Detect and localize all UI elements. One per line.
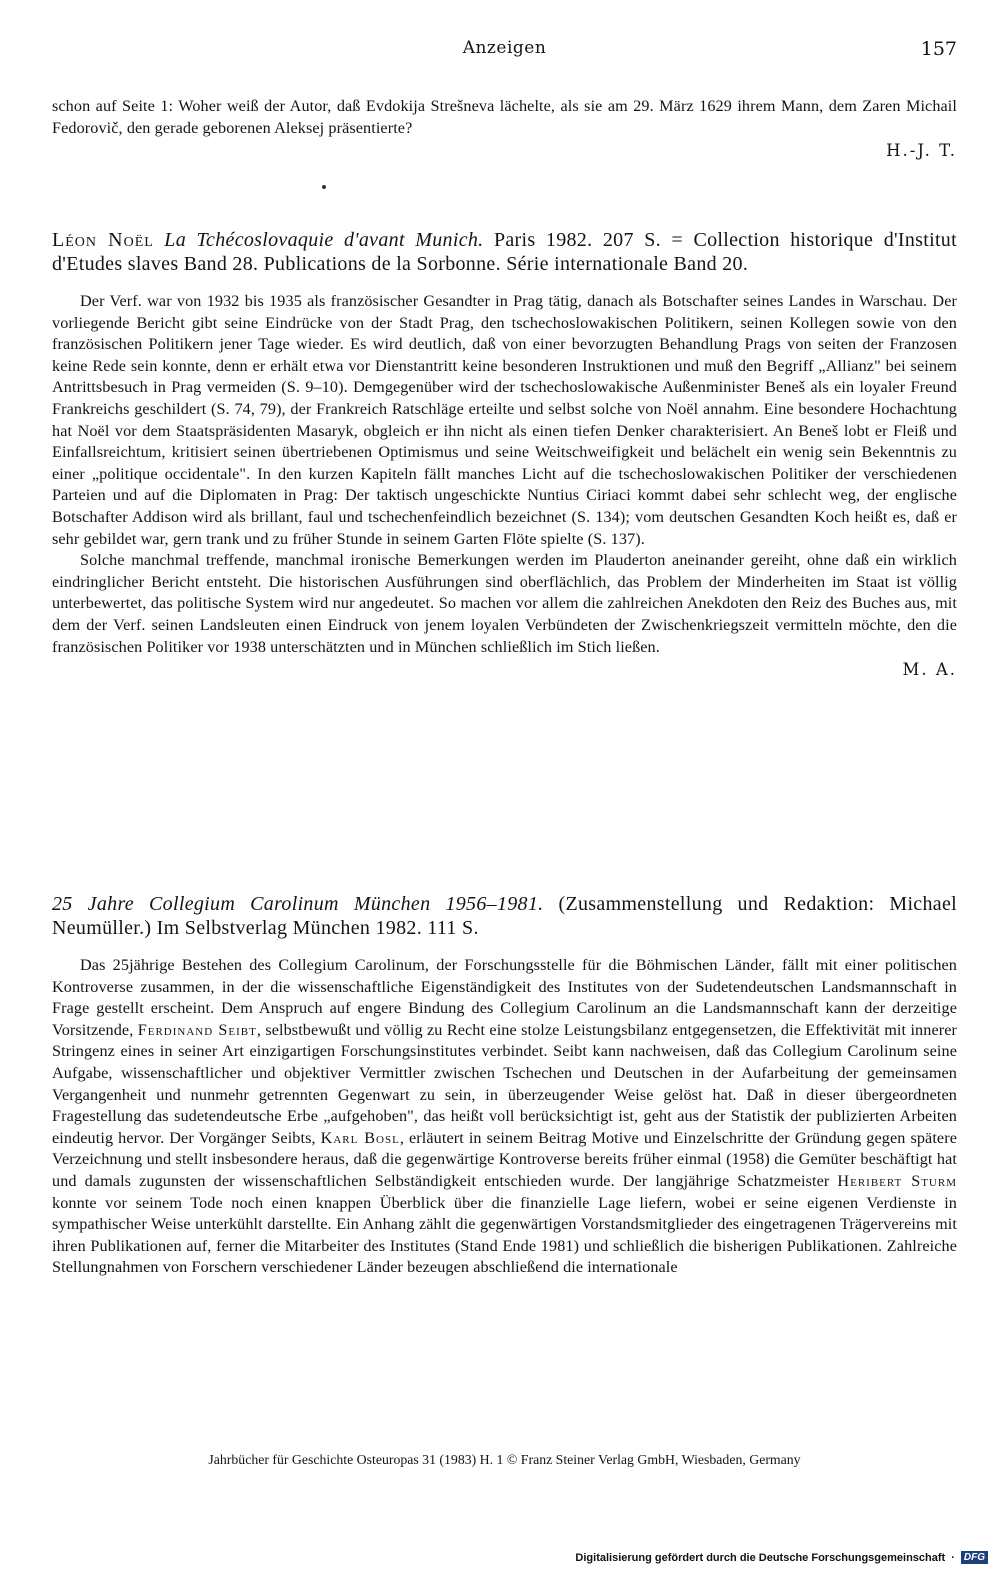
book-title: La Tchécoslovaquie d'avant Munich. [164,229,484,251]
page-number: 157 [920,38,957,60]
person-name: Karl Bosl [320,1128,400,1147]
book-title: 25 Jahre Collegium Carolinum München 1956–1981. [52,893,544,915]
text-segment: , selbstbewußt und völlig zu Recht eine stolze Leistungsbilanz entgegensetzen, die Effektivität mit innerer Stringenz eines in seiner Art einzigartigen Forschungsinstitutes verbindet. Seibt kann nachweisen, daß das Collegium Carolinum seine Aufgabe, wissenschaftlicher und objektiver Vermittler zwischen Tschechen und Deutschen in der Aufarbeitung der gemeinsamen Vergangenheit und nunmehr getrennten Gegenwart zu sein, in überzeugender Weise gelöst hat. Daß in dieser übergeordneten Fragestellung das sudetendeutsche Erbe „aufgehoben", das heißt voll berücksichtigt ist, geht aus der Statistik der publizierten Arbeiten eindeutig hervor. Der Vorgänger Seibts, [52,1020,957,1147]
person-name: Heribert Sturm [837,1171,957,1190]
review-noel-paragraph-2: Solche manchmal treffende, manchmal ironische Bemerkungen werden im Plauderton aneinander gereiht, ohne daß ein wirklich eindringlicher Bericht entsteht. Die historischen Ausführungen sind oberflächlich, das Problem der Minderheiten im Staat ist völlig unterbewertet, das politische System wird nur angedeutet. So machen vor allem die zahlreichen Anekdoten den Reiz des Buches aus, mit dem der Verf. seinen Landsleuten einen Eindruck von jenem loyalen Verbündeten der Zwischenkriegszeit vermitteln möchte, den die französischen Politiker vor 1938 unterschätzten und in München schließlich im Stich ließen. [52,551,957,656]
review-noel-paragraph-1: Der Verf. war von 1932 bis 1935 als französischer Gesandter in Prag tätig, danach als Botschafter seines Landes in Warschau. Der vorliegende Bericht gibt seine Eindrücke von der Stadt Prag, den tschechoslowakischen Politikern, seinen Kollegen sowie von den französischen Politikern jener Tage wieder. Es wird deutlich, daß von einer bevorzugten Behandlung Prags von seiten der Franzosen keine Rede sein konnte, denn er erhält etwa vor Dienstantritt keine besonderen Instruktionen und muß den Begriff „Allianz" bei seinem Antrittsbesuch in Prag vermeiden (S. 9–10). Demgegenüber wird der tschechoslowakische Außenminister Beneš als ein loyaler Freund Frankreichs geschildert (S. 74, 79), der Frankreich Ratschläge erteilte und selbst solche von Noël annahm. Eine besondere Hochachtung hat Noël vor dem Staatspräsidenten Masaryk, obgleich er ihn nicht als einen tiefen Denker charakterisiert. An Beneš lobt er Fleiß und Einfallsreichtum, kritisiert seinen übertriebenen Optimismus und seine Weitschweifigkeit und belächelt ein wenig sein Bekenntnis zu einer „politique occidentale". In den kurzen Kapiteln fällt manches Licht auf die tschechoslowakischen Politiker der verschiedenen Parteien und auf die Diplomaten in Prag: Der taktisch ungeschickte Nuntius Ciriaci kommt dabei sehr schlecht weg, der englische Botschafter Addison wird als brillant, faul und tschechenfeindlich bezeichnet (S. 134); vom deutschen Gesandten Koch heißt es, daß er sehr gebildet war, gern trank und zu früher Stunde in seinem Garten Flöte spielte (S. 137). [52,292,957,548]
review-noel-heading [52,228,957,276]
digitization-text: Digitalisierung gefördert durch die Deutsche Forschungsgemeinschaft [575,1551,946,1564]
text-segment: konnte vor seinem Tode noch einen knappen Überblick über die finanzielle Lage liefern, wobei er seine eigenen Verdienste in sympathischer Weise unterkühlt darstellte. Ein Anhang zählt die gegenwärtigen Vorstandsmitglieder des eingetragenen Trägervereins mit ihren Publikationen auf, ferner die Mitarbeiter des Institutes (Stand Ende 1981) und schließlich die bisherigen Publikationen. Zahlreiche Stellungnahmen von Forschern verschiedener Länder bezeugen abschließend die internationale [52,1193,957,1277]
review-collegium [52,892,957,1279]
signature-hjt: H.-J. T. [886,141,957,161]
running-head [52,38,957,62]
previous-review-text: schon auf Seite 1: Woher weiß der Autor, daß Evdokija Strešneva lächelte, als sie am 29. März 1629 ihrem Mann, dem Zaren Michail Fedorovič, den gerade geborenen Aleksej präsentierte? [52,97,957,137]
dfg-logo-icon: DFG [961,1551,988,1564]
bibliographic-details: Paris 1982. 207 S. = Collection historique d'Institut d'Etudes slaves Band 28. Publications de la Sorbonne. Série internationale Band 20. [52,229,957,275]
review-collegium-body [52,955,957,1279]
review-noel-body [52,291,957,658]
journal-citation: Jahrbücher für Geschichte Osteuropas 31 (1983) H. 1 © Franz Steiner Verlag GmbH, Wiesbaden, Germany [208,1452,801,1467]
review-collegium-paragraph [52,955,957,1279]
running-title: Anzeigen [462,38,547,58]
text-segment: Das 25jährige Bestehen des Collegium Carolinum, der Forschungsstelle für die Böhmischen Länder, fällt mit einer politischen Kontroverse zusammen, in der die wissenschaftliche Eigenständigkeit des Institutes von der Sudetendeutschen Landsmannschaft in Frage gestellt erscheint. Dem Anspruch auf engere Bindung des Collegium Carolinum an die Landsmannschaft kann der derzeitige Vorsitzende, [52,956,957,1039]
review-collegium-heading [52,892,957,940]
author-name: Léon Noël [52,229,154,251]
text-segment: , erläutert in seinem Beitrag Motive und Einzelschritte der Gründung gegen spätere Verzeichnung und stellt insbesondere heraus, daß die gegenwärtige Kontroverse bereits früher einmal (1958) die Gemüter beschäftigt hat und damals zugunsten der wissenschaftlichen Selbständigkeit entschieden wurde. Der langjährige Schatzmeister [52,1128,957,1190]
bibliographic-details: (Zusammenstellung und Redaktion: Michael Neumüller.) Im Selbstverlag München 1982. 111 S. [52,893,957,939]
stray-dot [322,185,326,189]
digitization-notice [575,1551,988,1564]
previous-review [52,96,957,160]
signature-ma: M. A. [902,660,957,680]
separator-dot: · [951,1551,955,1564]
review-noel [52,228,957,679]
person-name: Ferdinand Seibt [137,1020,257,1039]
